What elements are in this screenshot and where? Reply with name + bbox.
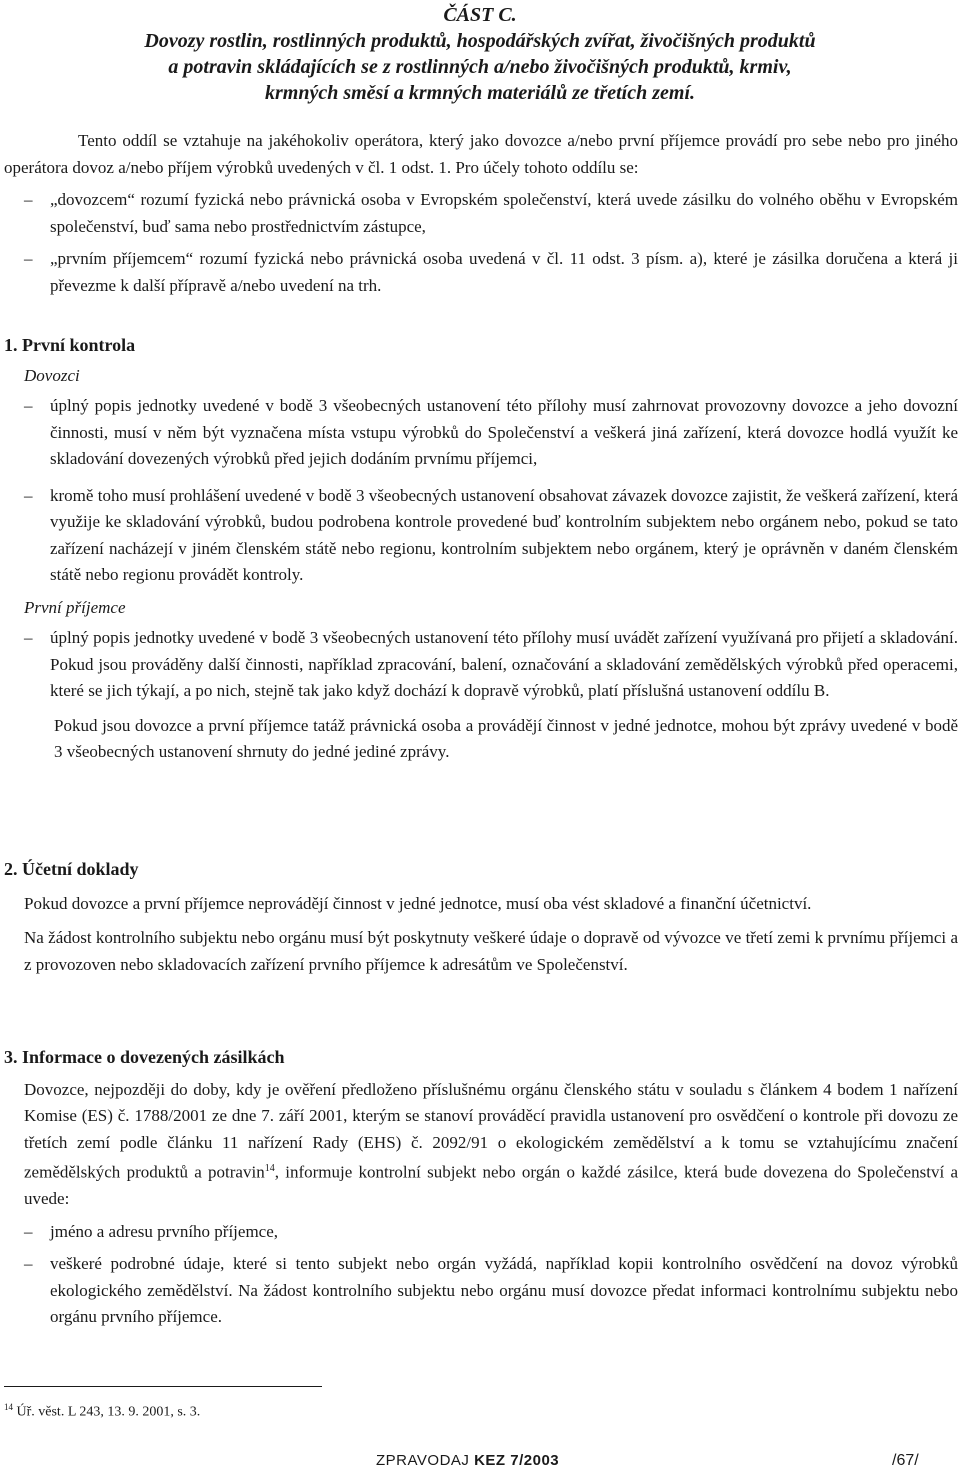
list-item: – kromě toho musí prohlášení uvedené v bodě 3 všeobecných ustanovení obsahovat závazek dovozce zajistit, že veškerá zařízení, která využije ke skladování výrobků, budou podrobena kontrole provedené buď kontrolním subjektem nebo orgánem nebo, pokud se tato zařízení nacházejí v jiném členském státě nebo regionu, kontrolním subjektem nebo orgánem, který je oprávněn v daném členském státě nebo regionu provádět kontroly. [24, 485, 958, 584]
list-item: – veškeré podrobné údaje, které si tento subjekt nebo orgán vyžádá, například kopii kontrolního osvědčení na dovoz výrobků ekologického zemědělství. Na žádost kontrolního subjektu nebo orgánu musí dovozce předat informaci kontrolnímu subjektu nebo orgánu prvního příjemce. [24, 1254, 958, 1327]
paragraph: Dovozce, nejpozději do doby, kdy je ověření předloženo příslušnému orgánu členského státu v souladu s článkem 4 bodem 1 nařízení Komise (ES) č. 1788/2001 ze dne 7. září 2001, kterým se stanoví prováděcí pravidla ustanovení pro osvědčení o kontrole při dovozu ze třetích zemí podle článku 11 nařízení Rady (EHS) č. 2092/91 o ekologickém zemědělství a k tomu se vztahujícímu značení zemědělských produktů a potravin$^{14}$, informuje kontrolní subjekt nebo orgán o každé zásilce, která bude dovezena do Společenství a uvede: [24, 1079, 958, 1209]
publication-name: ZPRAVODAJ [376, 1452, 475, 1469]
intro-paragraph: Tento oddíl se vztahuje na jakéhokoliv operátora, který jako dovozce a/nebo první příjemce provádí pro sebe nebo pro jiného operátora dovoz a/nebo příjem výrobků uvedených v čl. 1 odst. 1. Pro účely tohoto oddílu se: [4, 131, 958, 177]
definition-item: – „dovozcem“ rozumí fyzická nebo právnická osoba v Evropském společenství, která uvede zásilku do volného oběhu v Evropském společenství, buď sama nebo prostřednictvím zástupce, [24, 190, 958, 236]
subsection-title: První příjemce [24, 597, 126, 617]
list-item: – jméno a adresu prvního příjemce, [24, 1221, 279, 1241]
definition-item: – „prvním příjemcem“ rozumí fyzická nebo právnická osoba uvedená v čl. 11 odst. 3 písm. a), které je zásilka doručena a která ji převezme k další přípravě a/nebo uvedení na trh. [24, 249, 958, 295]
list-item: – úplný popis jednotky uvedené v bodě 3 všeobecných ustanovení této přílohy musí uvádět zařízení využívaná pro přijetí a skladování. Pokud jsou prováděny další činnosti, například zpracování, balení, označování a skladování zemědělských výrobků před operacemi, které se jich týkají, a po nich, stejně tak jako když dochází k dopravě výrobků, platí příslušná ustanovení oddílu B. [24, 628, 958, 700]
part-header [0, 2, 960, 106]
section-import-info [4, 1044, 958, 1331]
closing-paragraph: Pokud jsou dovozce a první příjemce tatáž právnická osoba a provádějí činnost v jedné jednotce, mohou být zprávy uvedené v bodě 3 všeobecných ustanovení shrnuty do jedné jediné zprávy. [54, 715, 958, 761]
footnote-number: 14 [4, 1402, 13, 1412]
part-label: ČÁST C. [443, 4, 517, 26]
publication-footer [376, 1452, 559, 1469]
section-accounting [4, 856, 958, 978]
part-title-line-2: a potravin skládajících se z rostlinných a/nebo živočišných produktů, krmiv, [168, 56, 792, 78]
subsection-title: Dovozci [24, 365, 80, 385]
footnote-reference: 14 [264, 1163, 275, 1174]
issue-label: KEZ 7/2003 [474, 1452, 560, 1469]
list-item: – úplný popis jednotky uvedené v bodě 3 všeobecných ustanovení této přílohy musí zahrnovat provozovny dovozce a jeho dovozní činnosti, musí v něm být vyznačena místa vstupu výrobků do Společenství a veškerá jiná zařízení, která dovozce hodlá využít ke skladování dovezených výrobků před jejich dodáním prvnímu příjemci, [24, 396, 958, 468]
intro-block [4, 128, 958, 299]
page-number: /67/ [892, 1452, 919, 1469]
section-title: 1. První kontrola [4, 335, 136, 355]
footnote [4, 1402, 200, 1421]
part-title-line-1: Dovozy rostlin, rostlinných produktů, hospodářských zvířat, živočišných produktů [144, 30, 816, 52]
footnote-text: Úř. věst. L 243, 13. 9. 2001, s. 3. [13, 1404, 201, 1420]
section-title: 2. Účetní doklady [4, 859, 139, 879]
section-first-control [4, 332, 958, 766]
paragraph: Pokud dovozce a první příjemce neprovádějí činnost v jedné jednotce, musí oba vést skladové a finanční účetnictví. [24, 893, 812, 913]
paragraph: Na žádost kontrolního subjektu nebo orgánu musí být poskytnuty veškeré údaje o dopravě od vývozce ve třetí zemi k prvnímu příjemci a z provozoven nebo skladovacích zařízení prvního příjemce k adresátům ve Společenství. [24, 928, 958, 974]
section-title: 3. Informace o dovezených zásilkách [4, 1047, 285, 1067]
footnote-divider [4, 1386, 322, 1387]
part-title-line-3: krmných směsí a krmných materiálů ze třetích zemí. [264, 82, 695, 104]
